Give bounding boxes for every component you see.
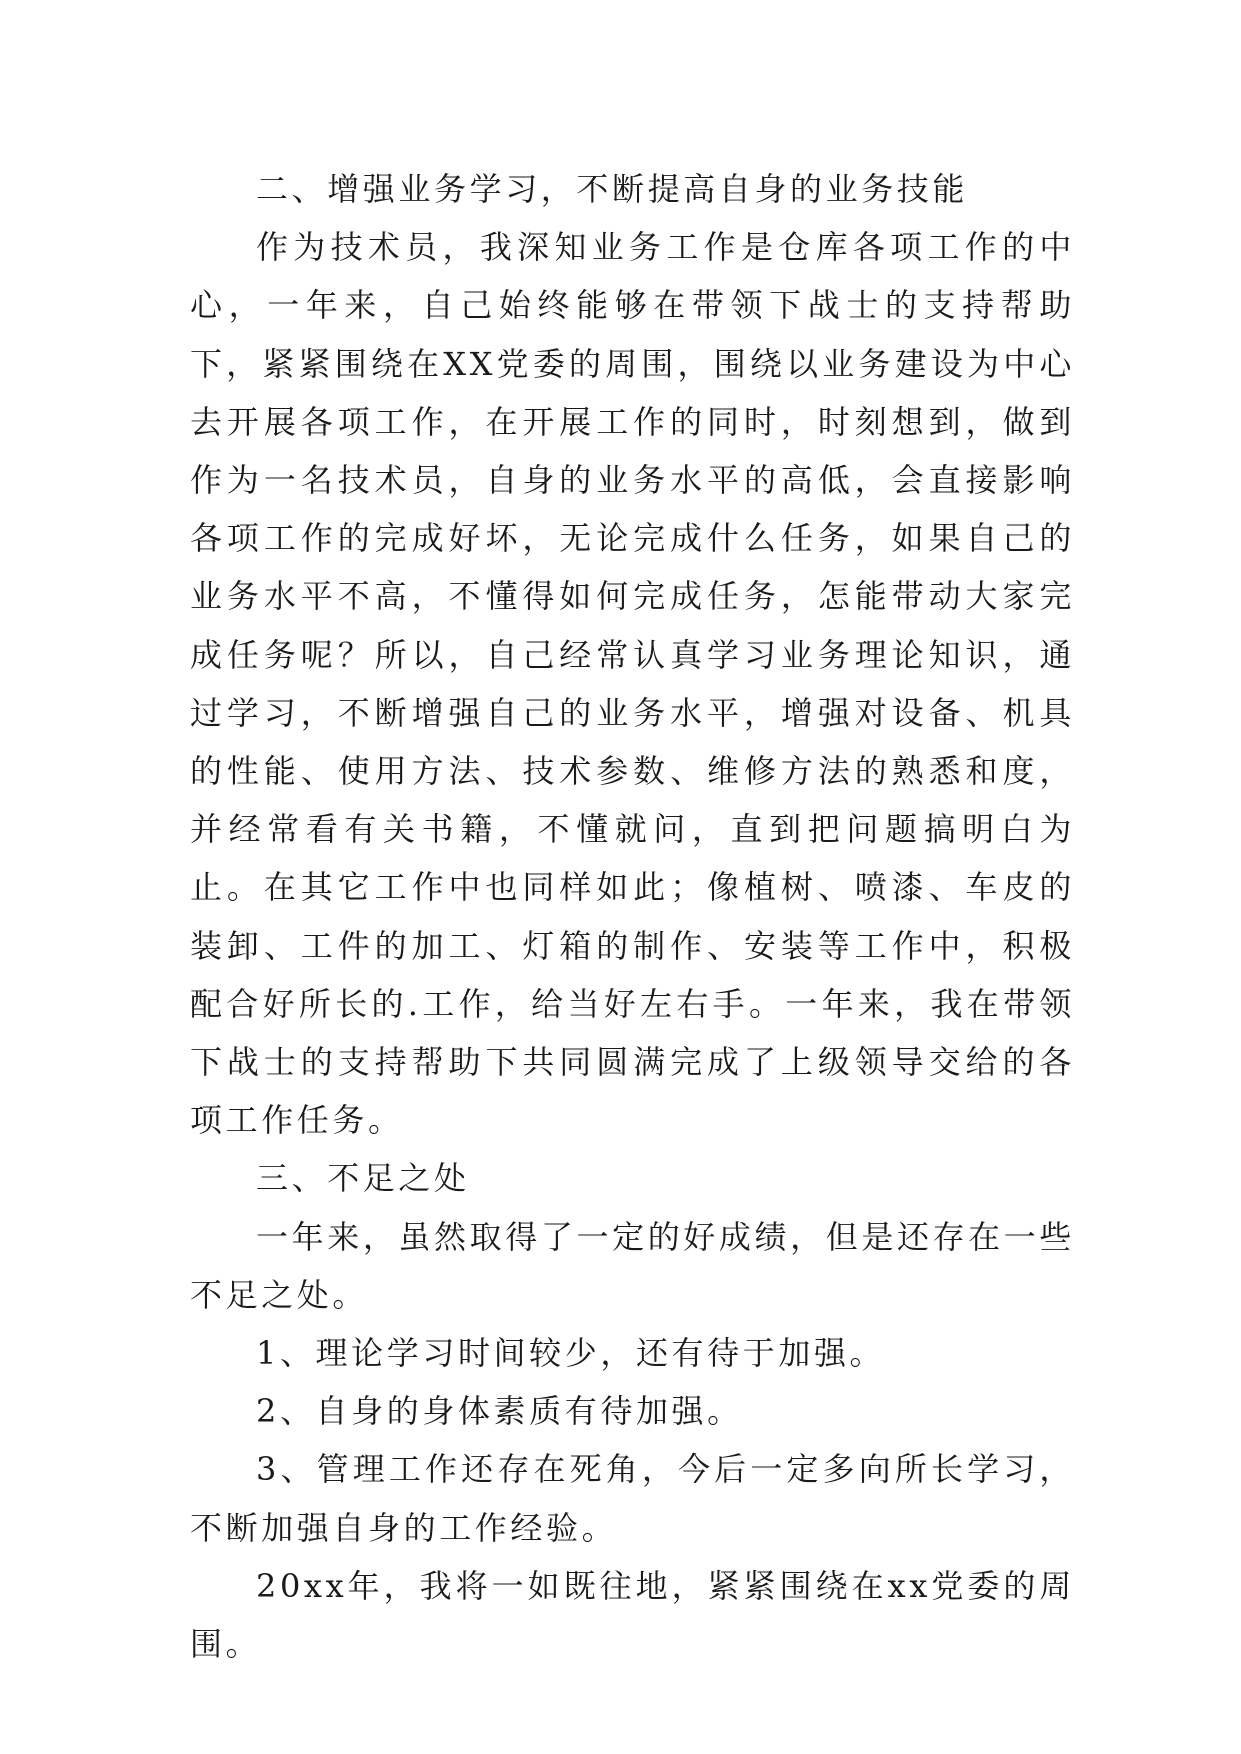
paragraph-next-year: 20xx年，我将一如既往地，紧紧围绕在xx党委的周围。 bbox=[190, 1566, 1075, 1664]
paragraph-shortcomings-intro: 一年来，虽然取得了一定的好成绩，但是还存在一些不足之处。 bbox=[190, 1217, 1075, 1314]
section-heading-business-study: 二、增强业务学习，不断提高自身的业务技能 bbox=[256, 170, 969, 208]
document-body bbox=[190, 160, 1075, 1673]
list-item-shortcoming-1: 1、理论学习时间较少，还有待于加强。 bbox=[256, 1334, 886, 1373]
list-item-shortcoming-2: 2、自身的身体素质有待加强。 bbox=[256, 1392, 743, 1431]
list-item-shortcoming-3: 3、管理工作还存在死角，今后一定多向所长学习，不断加强自身的工作经验。 bbox=[190, 1450, 1075, 1547]
section-heading-shortcomings: 三、不足之处 bbox=[256, 1159, 470, 1198]
paragraph-business-study: 作为技术员，我深知业务工作是仓库各项工作的中心，一年来，自己始终能够在带领下战士的支持帮助下，紧紧围绕在XX党委的周围，围绕以业务建设为中心去开展各项工作，在开展工作的同时，时刻想到，做到作为一名技术员，自身的业务水平的高低，会直接影响各项工作的完成好坏，无论完成什么任务，如果自己的业务水平不高，不懂得如何完成任务，怎能带动大家完成任务呢？所以，自己经常认真学习业务理论知识，通过学习，不断增强自己的业务水平，增强对设备、机具的性能、使用方法、技术参数、维修方法的熟悉和度，并经常看有关书籍，不懂就问，直到把问题搞明白为止。在其它工作中也同样如此；像植树、喷漆、车皮的装卸、工件的加工、灯箱的制作、安装等工作中，积极配合好所长的.工作，给当好左右手。一年来，我在带领下战士的支持帮助下共同圆满完成了上级领导交给的各项工作任务。 bbox=[190, 228, 1075, 1140]
